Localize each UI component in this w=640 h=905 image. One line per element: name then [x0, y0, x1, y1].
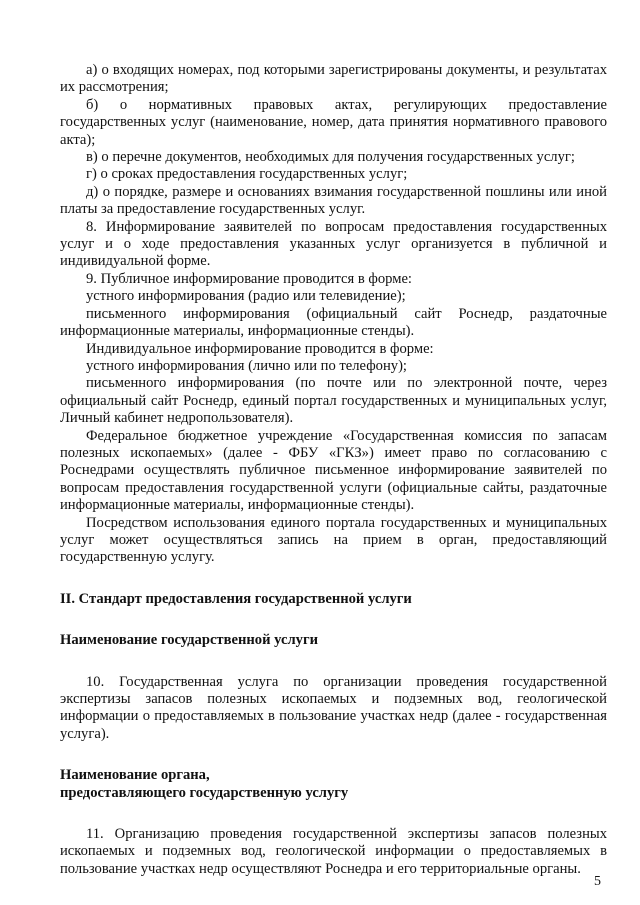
paragraph-10: 10. Государственная услуга по организации проведения государственной экспертизы запасов полезных ископаемых и подземных вод, геологической информации о предоставляемых в пользование участках недр (далее - государственная услуга). [60, 673, 607, 742]
paragraph-9: 9. Публичное информирование проводится в форме: [86, 270, 412, 287]
document-body [60, 62, 607, 878]
individual-written: письменного информирования (по почте или по электронной почте, через официальный сайт Роснедр, единый портал государственных и муниципальных услуг, Личный кабинет недропользователя). [60, 375, 607, 427]
section-title: II. Стандарт предоставления государственной услуги [60, 590, 412, 607]
fbu-gkz-paragraph: Федеральное бюджетное учреждение «Государственная комиссия по запасам полезных ископаемых» (далее - ФБУ «ГКЗ») имеет право по согласованию с Роснедрами осуществлять публичное письменное информирование заявителей по вопросам предоставления государственной услуги (официальные сайты, раздаточные информационные материалы, информационные стенды). [60, 427, 607, 514]
paragraph-d: д) о порядке, размере и основаниях взимания государственной пошлины или иной платы за предоставление государственных услуг. [60, 183, 607, 218]
subheading-service-name: Наименование государственной услуги [60, 632, 318, 649]
public-written: письменного информирования (официальный сайт Роснедр, раздаточные информационные материалы, информационные стенды). [60, 305, 607, 340]
public-oral: устного информирования (радио или телевидение); [86, 288, 406, 305]
subheading-authority-line1: Наименование органа, [60, 767, 210, 784]
paragraph-a: а) о входящих номерах, под которыми зарегистрированы документы, и результатах их рассмотрения; [60, 62, 607, 96]
individual-oral: устного информирования (лично или по телефону); [86, 357, 407, 374]
paragraph-11: 11. Организацию проведения государственной экспертизы запасов полезных ископаемых и подземных вод, геологической информации о предоставляемых в пользование участках недр осуществляют Роснедра и его территориальные органы. [60, 826, 607, 877]
paragraph-b: б) о нормативных правовых актах, регулирующих предоставление государственных услуг (наименование, номер, дата принятия нормативного правового акта); [60, 96, 607, 148]
subheading-authority-line2: предоставляющего государственную услугу [60, 784, 349, 801]
individual-intro: Индивидуальное информирование проводится в форме: [86, 340, 434, 357]
portal-paragraph: Посредством использования единого портала государственных и муниципальных услуг может осуществляться запись на прием в орган, предоставляющий государственную услугу. [60, 514, 607, 566]
paragraph-8: 8. Информирование заявителей по вопросам предоставления государственных услуг и о ходе предоставления указанных услуг организуется в публичной и индивидуальной форме. [60, 218, 607, 270]
paragraph-v: в) о перечне документов, необходимых для получения государственных услуг; [86, 149, 575, 166]
paragraph-g: г) о сроках предоставления государственных услуг; [86, 166, 408, 183]
page-number: 5 [594, 874, 601, 889]
